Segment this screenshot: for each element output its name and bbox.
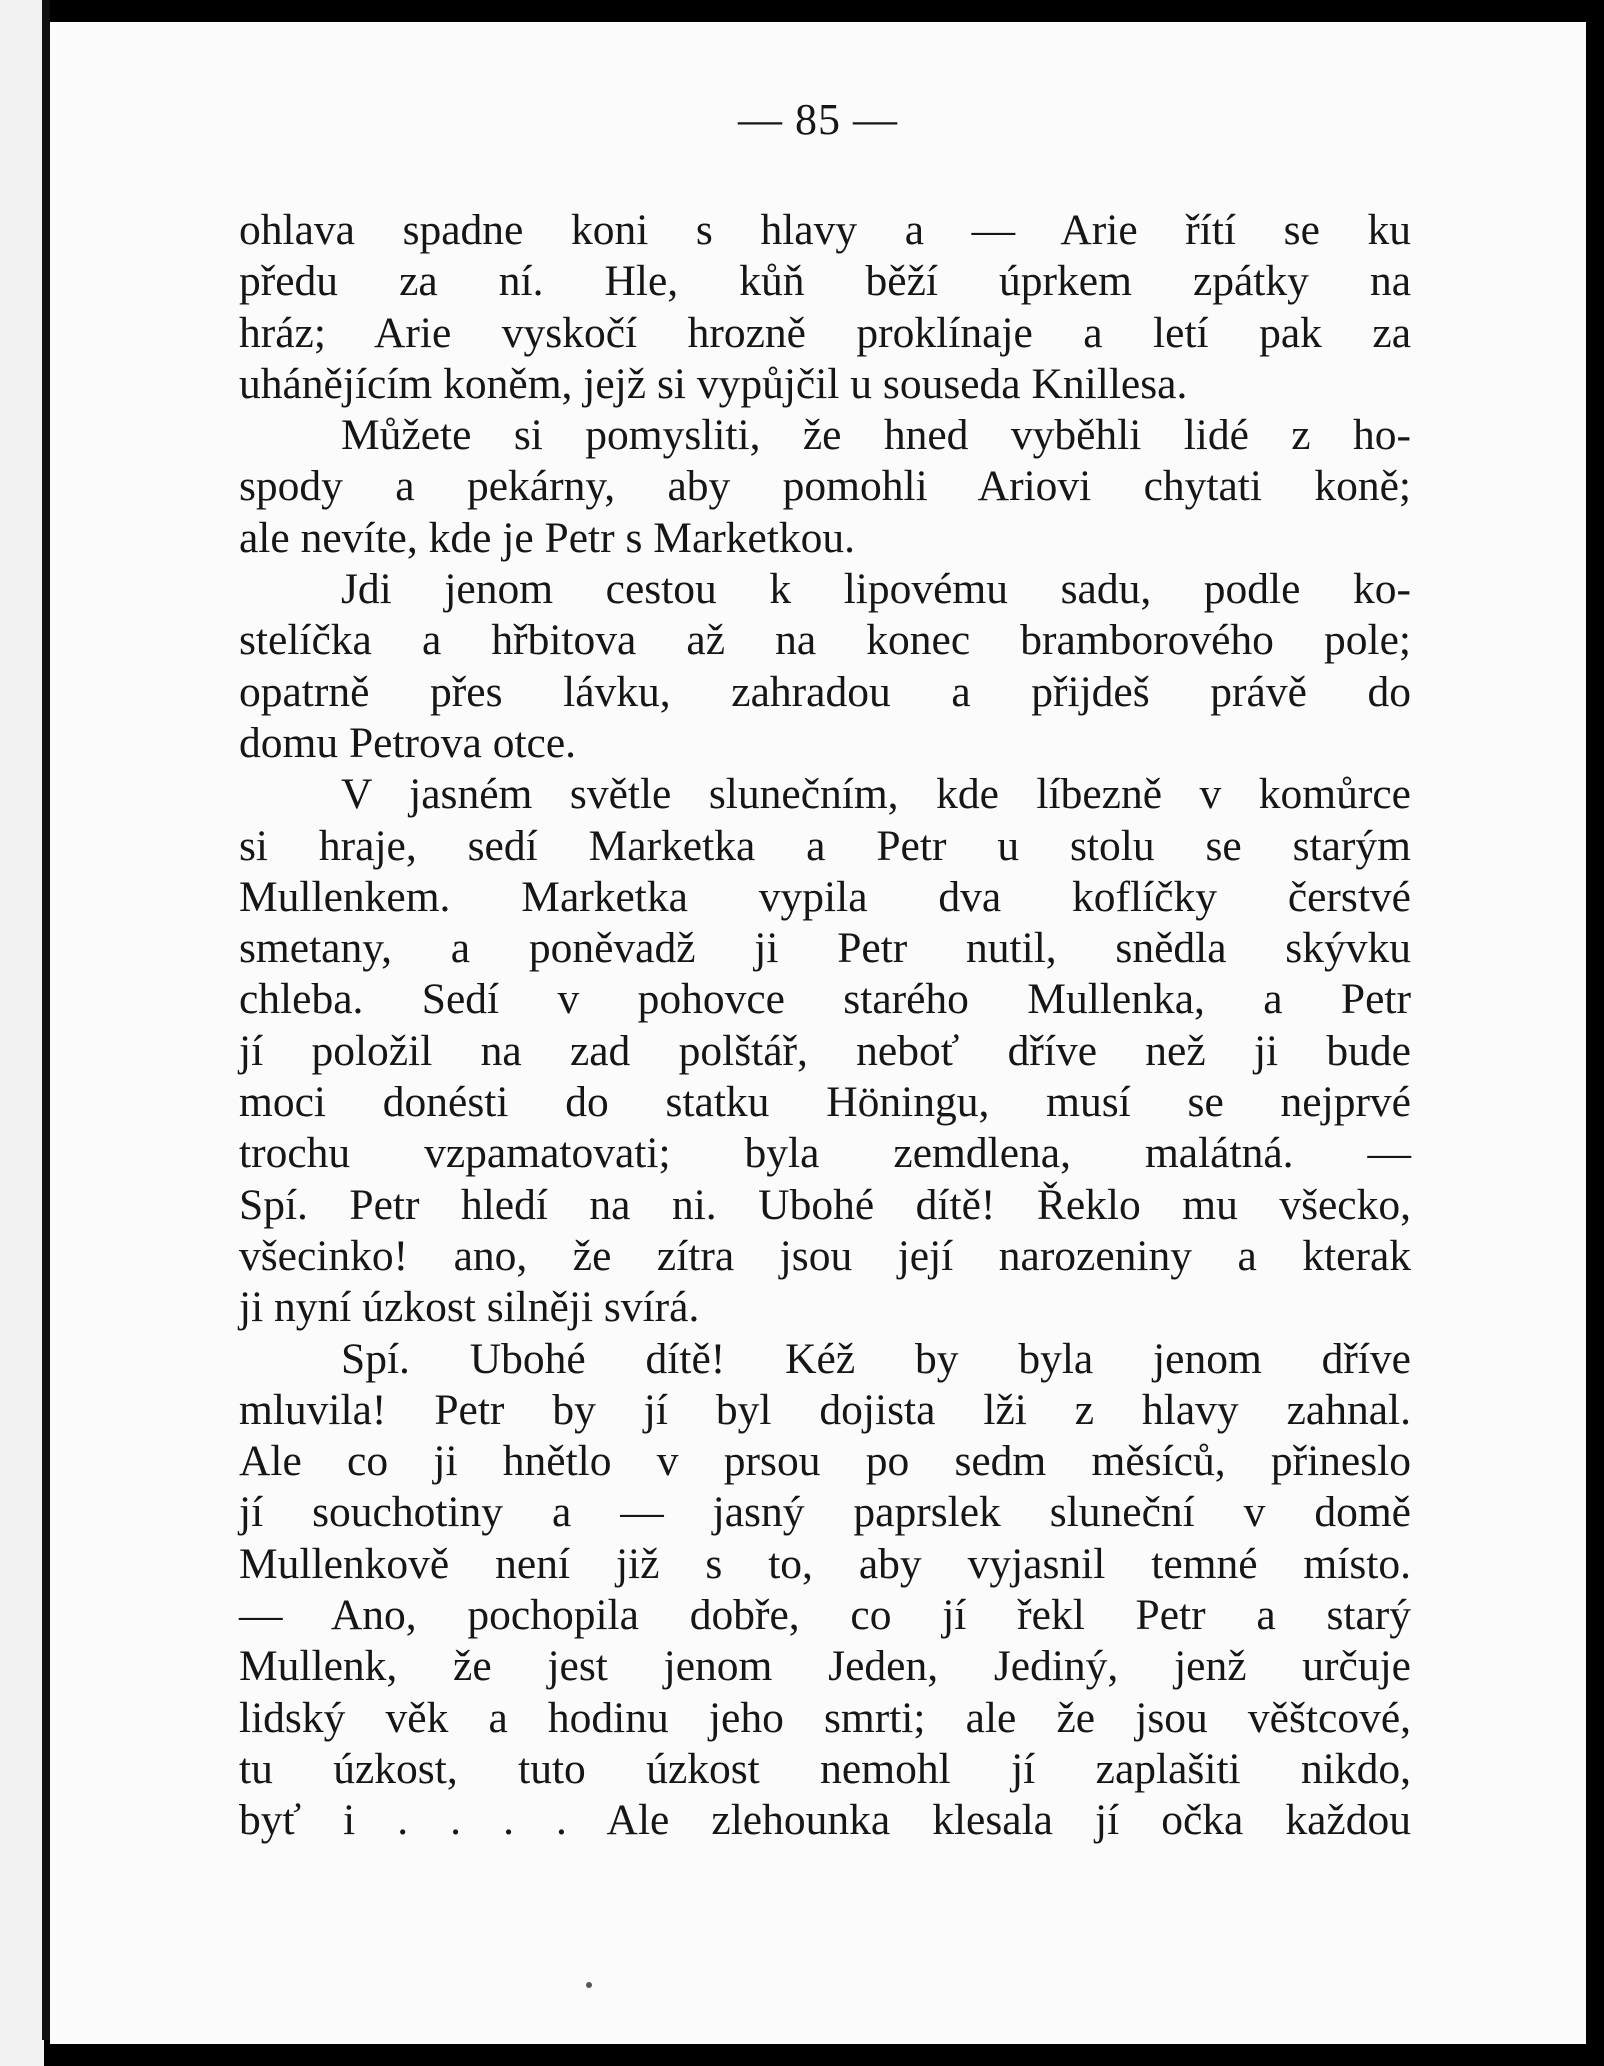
text-line: si hraje, sedí Marketka a Petr u stolu se starým bbox=[239, 821, 1411, 870]
text-line: Můžete si pomysliti, že hned vyběhli lidé z ho- bbox=[341, 411, 1411, 460]
text-line: Jdi jenom cestou k lipovému sadu, podle ko- bbox=[341, 565, 1411, 614]
text-line: jí položil na zad polštář, neboť dříve než ji bude bbox=[239, 1026, 1411, 1075]
text-line: hráz; Arie vyskočí hrozně proklínaje a letí pak za bbox=[239, 308, 1411, 357]
text-line: smetany, a poněvadž ji Petr nutil, snědla skývku bbox=[239, 924, 1411, 973]
text-line: opatrně přes lávku, zahradou a přijdeš právě do bbox=[239, 667, 1411, 716]
text-line: chleba. Sedí v pohovce starého Mullenka, a Petr bbox=[239, 975, 1411, 1024]
text-line: Mullenkem. Marketka vypila dva koflíčky čerstvé bbox=[239, 872, 1411, 921]
text-line: Spí. Petr hledí na ni. Ubohé dítě! Řeklo mu všecko, bbox=[239, 1180, 1411, 1229]
binding-shadow bbox=[42, 0, 50, 2040]
book-page bbox=[50, 22, 1586, 2044]
text-line: moci donésti do statku Höningu, musí se nejprvé bbox=[239, 1078, 1411, 1127]
text-line: ohlava spadne koni s hlavy a — Arie řítí se ku bbox=[239, 206, 1411, 254]
text-line: předu za ní. Hle, kůň běží úprkem zpátky na bbox=[239, 257, 1411, 306]
text-line: V jasném světle slunečním, kde líbezně v komůrce bbox=[341, 770, 1411, 819]
text-line: spody a pekárny, aby pomohli Ariovi chytati koně; bbox=[239, 462, 1411, 511]
text-line: domu Petrova otce. bbox=[239, 718, 577, 767]
text-line: tu úzkost, tuto úzkost nemohl jí zaplašiti nikdo, bbox=[239, 1744, 1411, 1793]
text-line: všecinko! ano, že zítra jsou její narozeniny a kterak bbox=[239, 1231, 1411, 1280]
text-line: Mullenk, že jest jenom Jeden, Jediný, jenž určuje bbox=[239, 1642, 1411, 1691]
paper-speck bbox=[586, 1982, 592, 1988]
text-line: stelíčka a hřbitova až na konec bramborového pole; bbox=[239, 616, 1411, 665]
text-line: Spí. Ubohé dítě! Kéž by byla jenom dříve bbox=[341, 1334, 1411, 1383]
text-line: Mullenkově není již s to, aby vyjasnil temné místo. bbox=[239, 1539, 1411, 1588]
text-line: trochu vzpamatovati; byla zemdlena, malátná. — bbox=[239, 1129, 1411, 1178]
text-line: uhánějícím koněm, jejž si vypůjčil u souseda Knillesa. bbox=[239, 359, 1188, 408]
body-text bbox=[239, 205, 1411, 1847]
page-number: — 85 — bbox=[738, 95, 898, 144]
text-line: ji nyní úzkost silněji svírá. bbox=[239, 1283, 700, 1332]
text-line: byť i . . . . Ale zlehounka klesala jí očka každou bbox=[239, 1796, 1411, 1845]
left-margin-strip bbox=[0, 0, 44, 2066]
text-line: — Ano, pochopila dobře, co jí řekl Petr a starý bbox=[239, 1591, 1411, 1640]
text-line: Ale co ji hnětlo v prsou po sedm měsíců, přineslo bbox=[239, 1437, 1411, 1486]
text-line: lidský věk a hodinu jeho smrti; ale že jsou věštcové, bbox=[239, 1693, 1411, 1742]
text-line: jí souchotiny a — jasný paprslek sluneční v domě bbox=[239, 1488, 1411, 1537]
text-line: mluvila! Petr by jí byl dojista lži z hlavy zahnal. bbox=[239, 1385, 1411, 1434]
text-line: ale nevíte, kde je Petr s Marketkou. bbox=[239, 513, 856, 562]
